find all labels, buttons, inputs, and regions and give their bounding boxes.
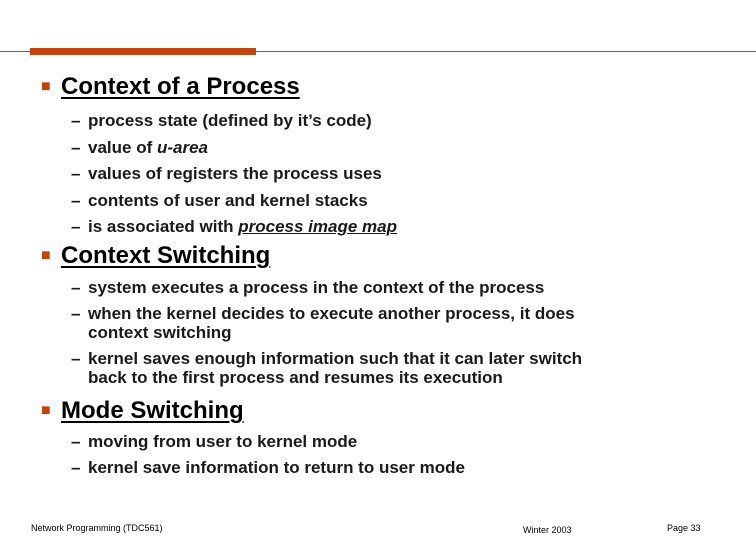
list-item: – moving from user to kernel mode xyxy=(71,432,358,451)
list-item: – when the kernel decides to execute another process, it does context switching xyxy=(71,304,575,342)
dash-icon: – xyxy=(71,458,81,477)
context-switching-list xyxy=(71,278,582,387)
dash-icon: – xyxy=(71,111,81,130)
dash-icon: – xyxy=(71,137,81,157)
section-title: Mode Switching xyxy=(61,397,244,424)
dash-icon: – xyxy=(71,217,81,236)
section-heading-context-of-process xyxy=(41,74,300,100)
mode-switching-list xyxy=(71,432,465,477)
list-item: – value of u-area xyxy=(71,135,397,162)
dash-icon: – xyxy=(71,190,81,210)
dash-icon: – xyxy=(71,164,81,183)
dash-icon: – xyxy=(71,304,81,323)
list-item: – is associated with process image map xyxy=(71,214,397,241)
section-heading-mode-switching xyxy=(41,398,244,424)
footer-term: Winter 2003 xyxy=(523,525,572,535)
list-item: – system executes a process in the context of the process xyxy=(71,278,545,297)
section-title: Context of a Process xyxy=(61,73,300,100)
list-item: – values of registers the process uses xyxy=(71,161,397,188)
list-item: – kernel saves enough information such that it can later switch back to the first process and resumes its execution xyxy=(71,349,583,387)
list-item: – kernel save information to return to user mode xyxy=(71,458,465,477)
dash-icon: – xyxy=(71,349,81,368)
list-item: – contents of user and kernel stacks xyxy=(71,188,397,215)
square-bullet-icon: ■ xyxy=(41,247,51,264)
square-bullet-icon: ■ xyxy=(41,78,51,95)
square-bullet-icon: ■ xyxy=(41,402,51,419)
section-heading-context-switching xyxy=(41,243,270,269)
footer-page-number: Page 33 xyxy=(667,523,701,533)
dash-icon: – xyxy=(71,278,81,297)
process-image-map-link[interactable]: process image map xyxy=(238,217,397,236)
header-accent-bar xyxy=(30,48,256,55)
list-item: – process state (defined by it’s code) xyxy=(71,108,397,135)
emphasis-text: u-area xyxy=(156,137,208,157)
context-process-list xyxy=(71,108,397,241)
section-title: Context Switching xyxy=(61,242,271,269)
dash-icon: – xyxy=(71,432,81,451)
footer-course: Network Programming (TDC561) xyxy=(31,523,163,533)
